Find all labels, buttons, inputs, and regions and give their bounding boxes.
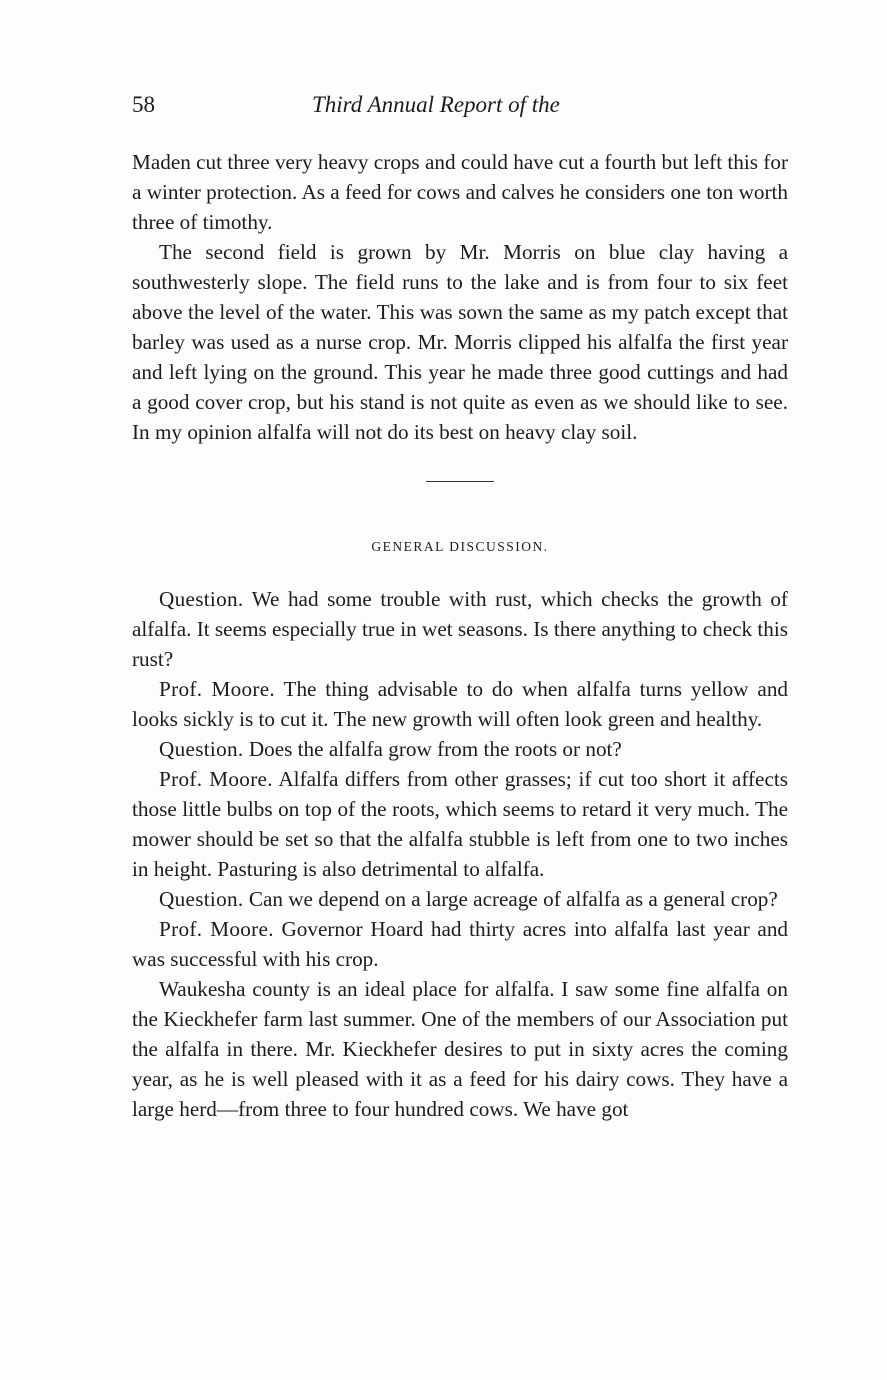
- speaker-label: Question.: [159, 737, 244, 761]
- running-title: Third Annual Report of the: [312, 92, 560, 117]
- speaker-label: Prof. Moore.: [159, 767, 273, 791]
- discussion-paragraph: [132, 764, 788, 884]
- discussion-paragraph: [132, 584, 788, 674]
- page-number: 58: [132, 92, 155, 117]
- section-divider: [426, 481, 494, 482]
- discussion-text: Can we depend on a large acreage of alfalfa as a general crop?: [248, 887, 778, 911]
- speaker-label: Prof. Moore.: [159, 677, 276, 701]
- paragraph: Maden cut three very heavy crops and could have cut a fourth but left this for a winter protection. As a feed for cows and calves he considers one ton worth three of timothy.: [132, 150, 789, 234]
- discussion-paragraph: [132, 734, 788, 764]
- discussion-paragraph: [132, 974, 788, 1124]
- discussion-text: The thing advisable to do when alfalfa turns yellow and looks sickly is to cut it. The new growth will often look green and healthy.: [132, 677, 789, 731]
- discussion-text: Does the alfalfa grow from the roots or not?: [248, 737, 622, 761]
- discussion-paragraph: [132, 884, 788, 914]
- page-header: [132, 92, 792, 126]
- paragraph: The second field is grown by Mr. Morris on blue clay having a southwesterly slope. The field runs to the lake and is from four to six feet above the level of the water. This was sown the same as my patch except that barley was used as a nurse crop. Mr. Morris clipped his alfalfa the first year and left lying on the ground. This year he made three good cuttings and had a good cover crop, but his stand is not quite as even as we should like to see. In my opinion alfalfa will not do its best on heavy clay soil.: [132, 240, 788, 444]
- discussion-text: Governor Hoard had thirty acres into alfalfa last year and was successful with his crop.: [132, 917, 789, 971]
- page-body: [132, 147, 788, 1124]
- speaker-label: Question.: [159, 887, 244, 911]
- discussion-text: We had some trouble with rust, which checks the growth of alfalfa. It seems especially true in wet seasons. Is there anything to check this rust?: [132, 587, 789, 671]
- discussion-text: Waukesha county is an ideal place for alfalfa. I saw some fine alfalfa on the Kieckhefer farm last summer. One of the members of our Association put the alfalfa in there. Mr. Kieckhefer desires to put in sixty acres the coming year, as he is well pleased with it as a feed for his dairy cows. They have a large herd—from three to four hundred cows. We have got: [132, 977, 788, 1121]
- discussion-paragraph: [132, 674, 788, 734]
- discussion-paragraph: [132, 914, 788, 974]
- speaker-label: Prof. Moore.: [159, 917, 274, 941]
- speaker-label: Question.: [159, 587, 244, 611]
- section-heading: GENERAL DISCUSSION.: [371, 539, 549, 554]
- discussion-text: Alfalfa differs from other grasses; if cut too short it affects those little bulbs on top of the roots, which seems to retard it very much. The mower should be set so that the alfalfa stubble is left from one to two inches in height. Pasturing is also detrimental to alfalfa.: [132, 767, 788, 881]
